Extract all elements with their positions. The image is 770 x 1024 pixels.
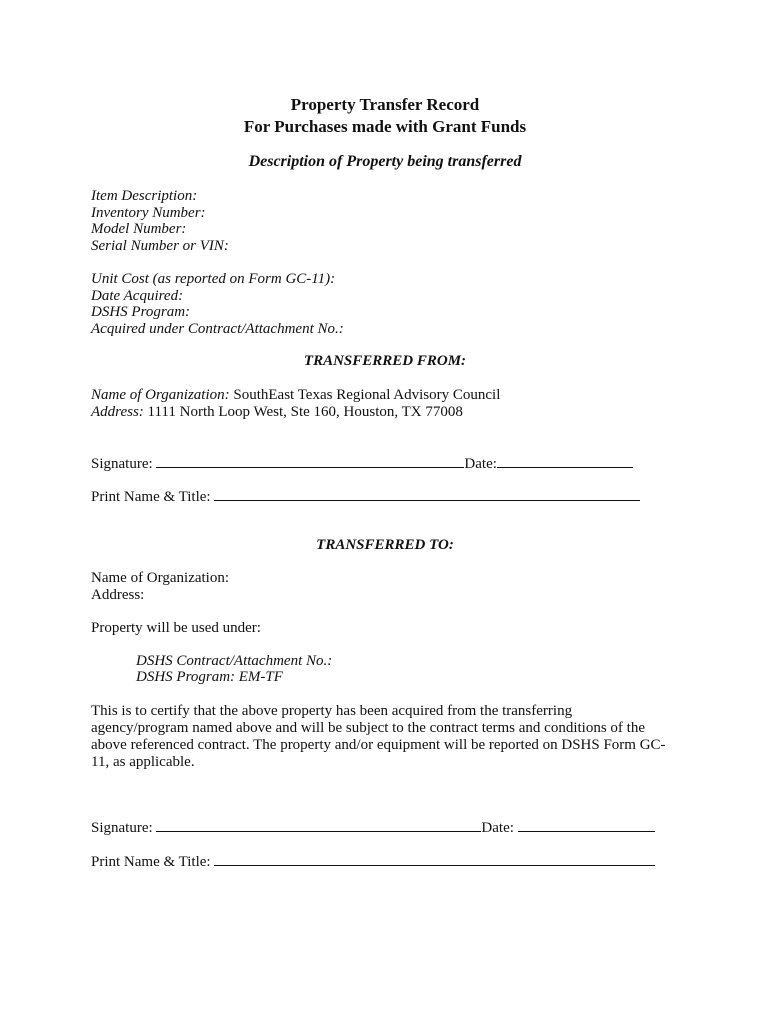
certification-paragraph: This is to certify that the above property has been acquired from the transferring agency/program named above and will be subject to the contract terms and conditions of the above referenced contract. The property and/or equipment will be reported on DSHS Form GC-11, as applicable. [91, 703, 666, 770]
document-title: Property Transfer Record [290, 95, 480, 114]
to-program-label: DSHS Program: EM-TF [136, 669, 283, 685]
dshs-program-label: DSHS Program: [91, 304, 191, 320]
from-address-value: 1111 North Loop West, Ste 160, Houston, TX 77008 [147, 404, 463, 420]
from-signature-row [91, 454, 633, 473]
to-date-label: Date: [481, 820, 514, 836]
to-org-label: Name of Organization: [91, 570, 230, 586]
model-number-label: Model Number: [91, 221, 187, 237]
from-print-name-label: Print Name & Title: [91, 489, 211, 505]
to-print-name-line[interactable] [214, 852, 655, 866]
from-date-line[interactable] [497, 454, 633, 468]
used-under-label: Property will be used under: [91, 620, 261, 636]
unit-cost-label: Unit Cost (as reported on Form GC-11): [91, 271, 336, 287]
from-organization [91, 387, 500, 404]
to-date-line[interactable] [518, 818, 655, 832]
serial-number-label: Serial Number or VIN: [91, 238, 229, 254]
to-contract-label: DSHS Contract/Attachment No.: [136, 653, 333, 669]
to-print-name-label: Print Name & Title: [91, 854, 211, 870]
description-heading: Description of Property being transferred [248, 153, 522, 170]
inventory-number-label: Inventory Number: [91, 205, 206, 221]
from-org-value: SouthEast Texas Regional Advisory Council [233, 387, 501, 403]
from-address-label: Address: [91, 404, 144, 420]
from-org-label: Name of Organization: [91, 387, 230, 403]
document-subtitle: For Purchases made with Grant Funds [243, 117, 527, 136]
from-signature-line[interactable] [156, 454, 464, 468]
from-print-name-row [91, 487, 640, 506]
from-signature-label: Signature: [91, 456, 153, 472]
date-acquired-label: Date Acquired: [91, 288, 184, 304]
transferred-to-heading: TRANSFERRED TO: [316, 537, 454, 553]
to-address-label: Address: [91, 587, 145, 603]
to-signature-label: Signature: [91, 820, 153, 836]
to-signature-line[interactable] [156, 818, 481, 832]
to-signature-row [91, 818, 655, 837]
from-print-name-line[interactable] [214, 487, 640, 501]
acquired-under-label: Acquired under Contract/Attachment No.: [91, 321, 344, 337]
from-date-label: Date: [464, 456, 497, 472]
transferred-from-heading: TRANSFERRED FROM: [303, 353, 467, 369]
item-description-label: Item Description: [91, 188, 198, 204]
to-print-name-row [91, 852, 655, 871]
from-address [91, 404, 463, 421]
